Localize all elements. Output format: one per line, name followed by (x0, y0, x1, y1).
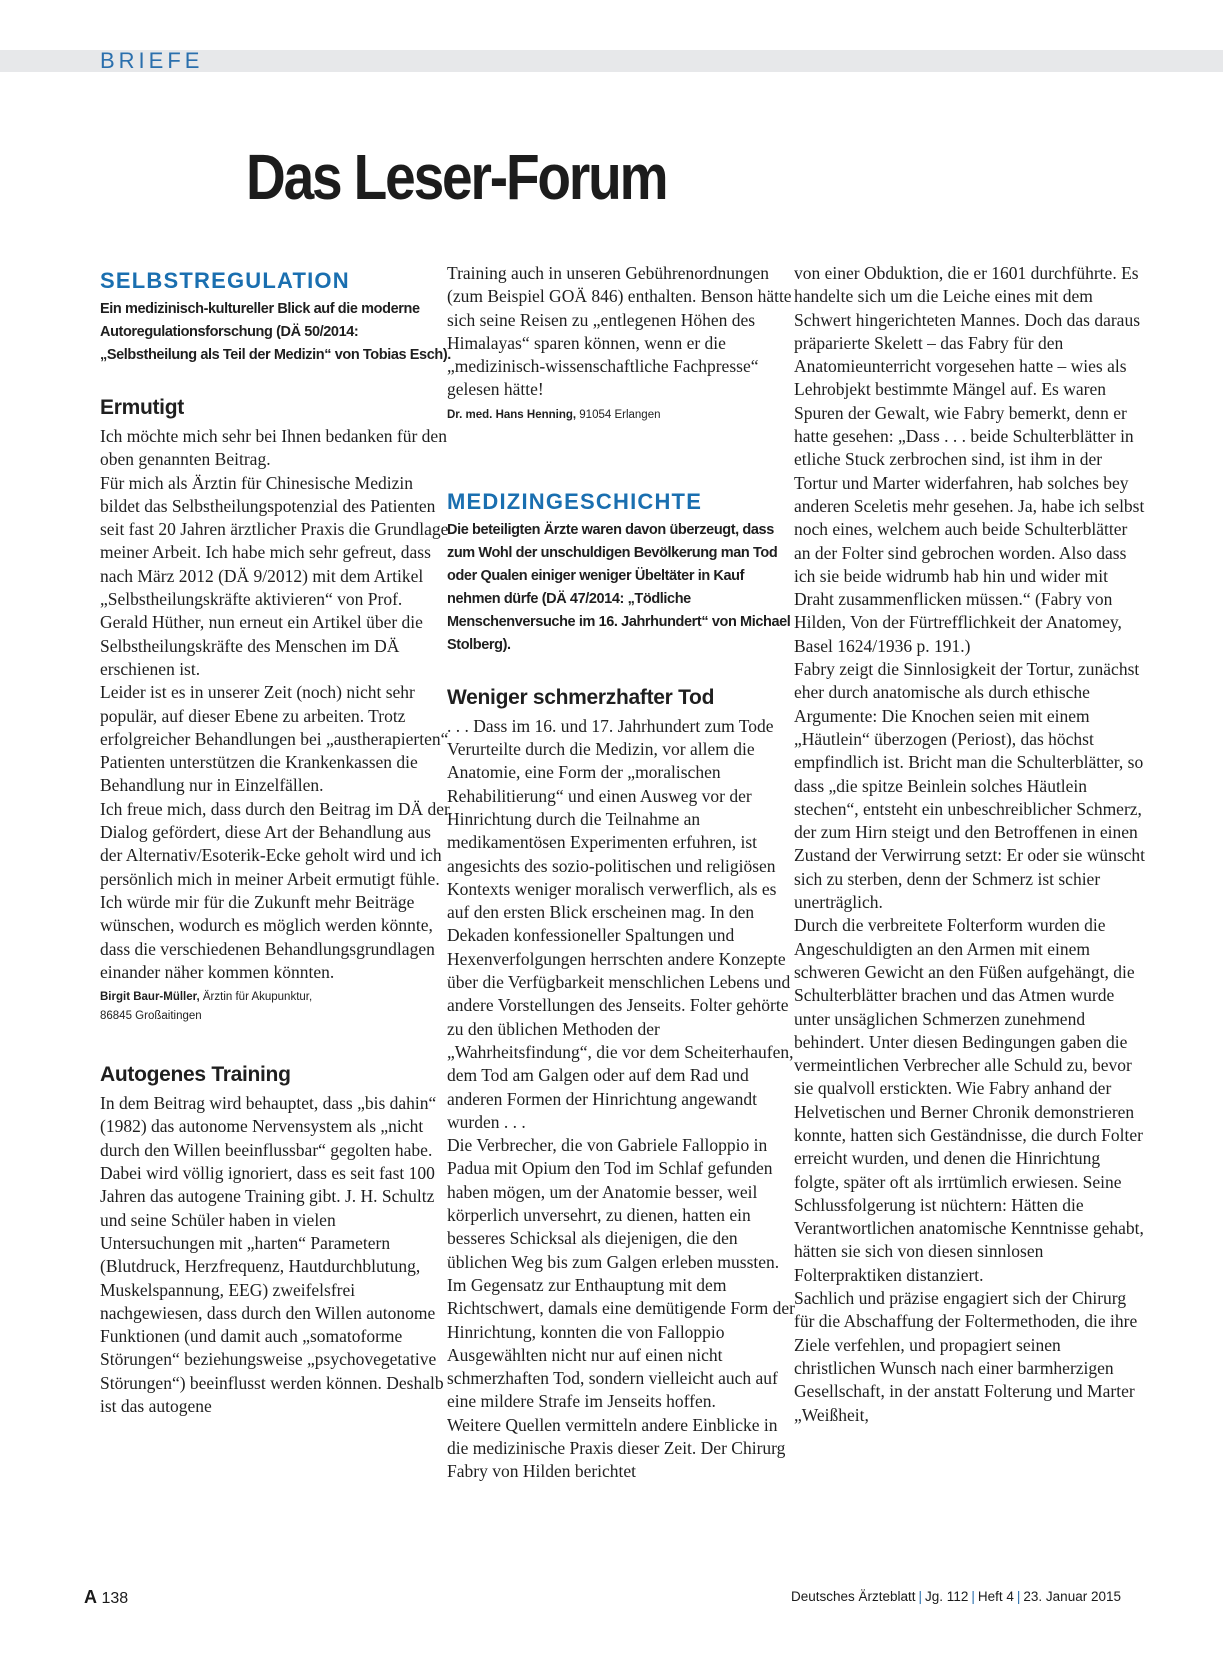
letter-paragraph: Die Verbrecher, die von Gabriele Falloppio in Padua mit Opium den Tod im Schlaf gefunden haben mögen, um der Anatomie besser, weil körperlich unversehrt, zu dienen, hatten ein besseres Schicksal als diejenigen, die den üblichen Weg bis zum Galgen erleben mussten. Im Gegensatz zur Enthauptung mit dem Richtschwert, damals eine demütigende Form der Hinrichtung, konnten die von Falloppio Ausgewählten nicht nur auf einen nicht schmerzhaften Tod, sondern vielleicht auch auf eine mildere Strafe im Jenseits hoffen. (447, 1135, 795, 1412)
letter-paragraph: . . . Dass im 16. und 17. Jahrhundert zum Tode Verurteilte durch die Medizin, vor allem die Anatomie, eine Form der „moralischen Rehabilitierung“ und einen Ausweg vor der Hinrichtung durch die Teilnahme an medikamentösen Experimenten erfuhren, ist angesichts des sozio-politischen und religiösen Kontexts weniger moralisch verwerflich, als es auf den ersten Blick erscheinen mag. In den Dekaden konfessioneller Spaltungen und Hexenverfolgungen herrschten andere Konzepte über die Verfügbarkeit menschlichen Lebens und andere Vorstellungen des Jenseits. Folter gehörte zu den üblichen Methoden der „Wahrheitsfindung“, die vor dem Scheiterhaufen, dem Tod am Galgen oder auf dem Rad und anderen Formen der Hinrichtung angewandt wurden . . . (447, 715, 794, 1132)
signature-title: Ärztin für Akupunktur, (199, 991, 313, 1004)
letter-paragraph: Sachlich und präzise engagiert sich der Chirurg für die Abschaffung der Foltermethoden, die ihre Ziele verfehlen, und propagiert seinen christlichen Wunsch nach einer barmherzigen Gesellschaft, in der anstatt Folterung und Marter „Weißheit, (794, 1288, 1138, 1425)
letter-heading-autogenes-training: Autogenes Training (100, 1063, 291, 1087)
page-number-value: 138 (97, 1590, 129, 1607)
intro-medizingeschichte: Die beteiligten Ärzte waren davon überzeugt, dass zum Wohl der unschuldigen Bevölkerung man Tod oder Qualen einiger weniger Übeltäter in Kauf nehmen dürfe (DÄ 47/2014: „Tödliche Menschenversuche im 16. Jahrhundert“ von Michael Stolberg). (447, 521, 791, 653)
letter-paragraph: Ich möchte mich sehr bei Ihnen bedanken für den oben genannten Beitrag. (100, 426, 447, 470)
journal-name: Deutsches Ärzteblatt (790, 1589, 916, 1604)
letter-paragraph: In dem Beitrag wird behauptet, dass „bis dahin“ (1982) das autonome Nervensystem als „nicht durch den Willen beeinflussbar“ gegolten habe. Dabei wird völlig ignoriert, dass es seit fast 100 Jahren das autogene Training gibt. J. H. Schultz und seine Schüler haben in vielen Untersuchungen mit „harten“ Parametern (Blutdruck, Herzfrequenz, Hautdurchblutung, Muskelspannung, EEG) zweifelsfrei nachgewiesen, dass durch den Willen autonome Funktionen (und damit auch „somatoforme Störungen“ beziehungsweise „psychovegetative Störungen“) beeinflusst werden können. Deshalb ist das autogene (100, 1093, 444, 1416)
signature-name: Dr. med. Hans Henning, (447, 408, 577, 421)
letter-paragraph-continued: Training auch in unseren Gebührenordnungen (zum Beispiel GOÄ 846) enthalten. Benson hätte sich seine Reisen zu „entlegenen Höhen des Himalayas“ sparen können, wenn er die „medizinisch-wissenschaftliche Fachpresse“ gelesen hätte! (447, 263, 792, 400)
intro-selbstregulation: Ein medizinisch-kultureller Blick auf die moderne Autoregulationsforschung (DÄ 50/2014: „Selbstheilung als Teil der Medizin“ von Tobias Esch). (100, 301, 451, 363)
separator: | (918, 1589, 923, 1604)
journal-date: 23. Januar 2015 (1023, 1589, 1121, 1604)
letter-paragraph: Weitere Quellen vermitteln andere Einblicke in die medizinische Praxis dieser Zeit. Der Chirurg Fabry von Hilden berichtet (447, 1414, 786, 1482)
letter-heading-ermutigt: Ermutigt (100, 396, 184, 419)
journal-issue: Heft 4 (977, 1589, 1014, 1604)
signature-name: Birgit Baur-Müller, (100, 991, 200, 1004)
letter-paragraph: Leider ist es in unserer Zeit (noch) nicht sehr populär, auf dieser Ebene zu arbeiten. Trotz erfolgreicher Behandlungen bei „austherapierten“ Patienten unterstützen die Krankenkassen die Behandlung nur in Einzelfällen. (100, 682, 449, 796)
separator: | (971, 1589, 975, 1604)
rubric-medizingeschichte: MEDIZINGESCHICHTE (447, 488, 703, 514)
publication-info (791, 1589, 1121, 1604)
section-label: BRIEFE (100, 48, 204, 73)
column-1 (100, 262, 452, 1418)
letter-paragraph: Fabry zeigt die Sinnlosigkeit der Tortur, zunächst eher durch anatomische als durch ethische Argumente: Die Knochen seien mit einem „Häutlein“ überzogen (Periost), das höchst empfindlich ist. Bricht man die Schulterblätter, so dass „die spitze Beinlein solches Häutlein stechen“, entsteht ein unbeschreiblicher Schmerz, der zum Hirn steigt und den Betroffenen in einen Zustand der Verwirrung setzt: Er oder sie wünscht sich zu sterben, denn der Schmerz ist schier unerträglich. (794, 659, 1146, 913)
signature-place: 91054 Erlangen (576, 408, 661, 421)
separator: | (1016, 1589, 1021, 1604)
letter-signature (100, 988, 452, 1026)
column-2 (447, 262, 799, 1484)
signature-place: 86845 Großaitingen (100, 1010, 202, 1023)
column-3 (794, 262, 1146, 1427)
letter-paragraph: von einer Obduktion, die er 1601 durchführte. Es handelte sich um die Leiche eines mit dem Schwert hingerichteten Mannes. Doch das daraus präparierte Skelett – das Fabry für den Anatomieunterricht vorgesehen hatte – wies als Lehrobjekt bestimmte Mängel auf. Es waren Spuren der Gewalt, wie Fabry bemerkt, denn er hatte gesehen: „Dass . . . beide Schulterblätter in etliche Stuck zerbrochen sind, ist ihm in der Tortur und Marter widerfahren, hab solches bey anderen Sceletis mehr gesehen. Ja, habe ich selbst noch eines, welchem auch beide Schulterblätter an der Folter sind gebrochen worden. Also dass ich sie beide widrumb hab hin und wider mit Draht zusammenflicken müssen.“ (Fabry von Hilden, Von der Fürtrefflichkeit der Anatomey, Basel 1624/1936 p. 191.) (794, 263, 1145, 656)
page-prefix: A (84, 1587, 97, 1607)
letter-paragraph: Für mich als Ärztin für Chinesische Medizin bildet das Selbstheilungspotenzial des Patienten seit fast 20 Jahren ärztlicher Praxis die Grundlage meiner Arbeit. Ich habe mich sehr gefreut, dass nach März 2012 (DÄ 9/2012) mit dem Artikel „Selbstheilungskräfte aktivieren“ von Prof. Gerald Hüther, nun erneut ein Artikel über die Selbstheilungskräfte des Menschen im DÄ erschienen ist. (100, 472, 449, 679)
journal-volume: Jg. 112 (925, 1589, 969, 1604)
letter-paragraph: Ich freue mich, dass durch den Beitrag im DÄ der Dialog gefördert, diese Art der Behandlung aus der Alternativ/Esoterik-Ecke geholt wird und ich persönlich mich in meiner Arbeit ermutigt fühle. Ich würde mir für die Zukunft mehr Beiträge wünschen, wodurch es möglich werden könnte, dass die verschiedenen Behandlungsgrundlagen einander näher kommen könnten. (100, 798, 450, 982)
letter-signature (447, 406, 799, 425)
letter-paragraph: Durch die verbreitete Folterform wurden die Angeschuldigten an den Armen mit einem schweren Gewicht an den Füßen aufgehängt, die Schulterblätter brachen und das Atmen wurde unter unsäglichen Schmerzen zunehmend behindert. Unter diesen Bedingungen gaben die vermeintlichen Verbrecher alle Schuld zu, bevor sie qualvoll erstickten. Wie Fabry anhand der Helvetischen und Berner Chronik demonstrieren konnte, hatten sich Geständnisse, die durch Folter erreicht wurden, und denen die Hinrichtung folgte, später oft als irrtümlich erwiesen. Seine Schlussfolgerung ist nüchtern: Hätten die Verantwortlichen anatomische Kenntnisse gehabt, hätten sie sich von diesen sinnlosen Folterpraktiken distanziert. (794, 915, 1144, 1285)
rubric-selbstregulation: SELBSTREGULATION (100, 268, 350, 293)
letter-heading-weniger-schmerzhafter-tod: Weniger schmerzhafter Tod (447, 685, 715, 709)
page-title: Das Leser-Forum (246, 141, 667, 213)
page-number (84, 1587, 128, 1608)
